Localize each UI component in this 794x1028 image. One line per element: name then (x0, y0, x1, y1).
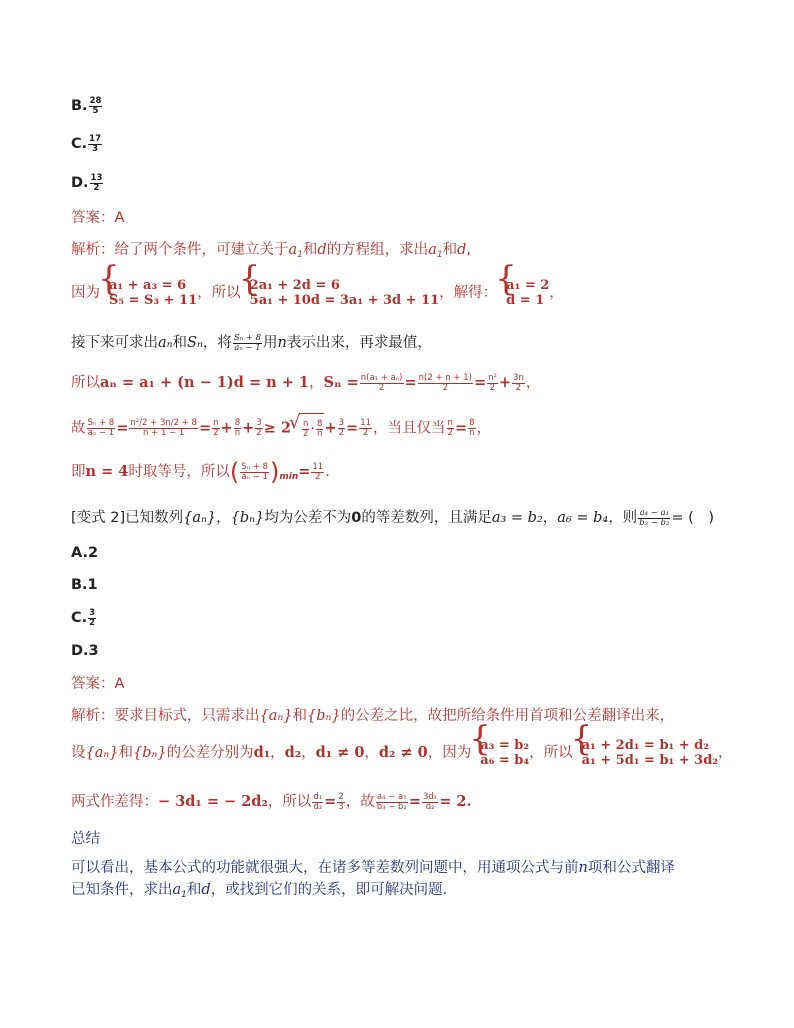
fraction (312, 793, 323, 812)
math-expression: a₆ = b₄ (557, 510, 609, 526)
equation: 5a₁ + 10d = 3a₁ + 3d + 11 (249, 293, 440, 308)
math-expression: aₙ = a₁ + (n − 1)d = n + 1 (100, 374, 310, 391)
math-var: Sₙ (187, 335, 203, 351)
math-op: ≥ 2 (263, 419, 291, 437)
text: [变式 2]已知数列 (71, 510, 184, 526)
text: 和 (442, 242, 458, 258)
fraction-numerator: 17 (89, 133, 101, 144)
option-c-label: C. (71, 136, 88, 152)
q2-option-a: A.2 (71, 545, 99, 561)
text: ， (718, 745, 733, 761)
math-var: aₙ (158, 335, 173, 351)
fraction-numerator: a₄ − a₁ (376, 791, 407, 802)
fraction-numerator: a₄ − a₁ (639, 507, 670, 518)
text: 两式作差得： (71, 794, 158, 810)
text: 故 (71, 420, 86, 437)
text: ，或找到它们的关系，即可解决问题. (210, 882, 448, 898)
explanation-1-line-2 (71, 278, 564, 308)
text: ， (549, 285, 564, 301)
math-var: a (172, 882, 182, 898)
fraction-numerator: Sₙ + 8 (87, 418, 115, 428)
fraction-numerator: 2 (338, 791, 344, 802)
equation-system-2 (241, 278, 440, 308)
fraction-numerator: Sₙ + 8 (233, 332, 262, 343)
option-d-fraction (90, 174, 104, 193)
explanation-1-line-5 (71, 413, 491, 444)
fraction (302, 420, 309, 439)
option-c-fraction (88, 135, 102, 154)
fraction-denominator: 2 (447, 428, 453, 438)
left-paren: ( (229, 458, 240, 486)
text: ，当且仅当 (373, 420, 446, 437)
math-expression: {aₙ} (183, 510, 217, 526)
fraction-numerator: √ n (303, 418, 309, 429)
fraction (418, 374, 473, 393)
option-b-label: B. (71, 98, 88, 114)
math-expression: d₂ (284, 744, 302, 761)
text: . (325, 464, 330, 480)
equation: { a₁ + a₃ = 6 (109, 278, 187, 293)
fraction (311, 463, 324, 482)
fraction-denominator: 2 (338, 428, 345, 438)
equation: { a₃ = b₂ (480, 738, 530, 753)
fraction-numerator: 28 (89, 95, 102, 106)
fraction-numerator: 8 (234, 418, 241, 428)
text: 设 (71, 745, 86, 761)
fraction-denominator: b₃ − b₂ (376, 801, 407, 812)
summary-line-2 (71, 880, 447, 905)
fraction-denominator: n (317, 428, 323, 439)
fraction-denominator: 2 (515, 382, 522, 393)
answer-1: 答案：A (71, 210, 125, 226)
fraction-numerator: n² (488, 372, 497, 383)
explanation-1-line-1 (71, 240, 471, 265)
text: 的公差分别为 (166, 745, 254, 761)
text: 的公差之比，故把所给条件用首项和公差翻译出来， (340, 708, 675, 724)
math-var: n (578, 860, 588, 876)
option-label: C. (71, 610, 88, 626)
text: 和 (292, 708, 307, 724)
fraction (233, 334, 262, 353)
text: 项和公式翻译 (587, 860, 675, 876)
explanation-2-line-3 (71, 789, 472, 815)
fraction (129, 419, 198, 438)
text: ， (216, 510, 231, 526)
text: 用 (263, 335, 278, 351)
math-var: a (428, 242, 437, 258)
math-expression: n = 4 (85, 463, 129, 480)
fraction-denominator: 2 (378, 382, 385, 393)
text: ，所以 (529, 745, 573, 761)
option-b (71, 96, 103, 116)
math-sub: 1 (181, 890, 187, 900)
fraction-denominator: d₂ (425, 801, 435, 812)
text: ，解得： (439, 285, 498, 301)
fraction (240, 463, 269, 482)
fraction-numerator: n (447, 418, 453, 428)
math-op: + (324, 419, 337, 437)
equation: { a₁ = 2 (506, 278, 550, 293)
fraction-denominator: 2 (362, 428, 369, 438)
math-op: · (310, 421, 316, 437)
text: 0 (351, 510, 362, 526)
fraction-denominator: aₙ − 1 (87, 428, 115, 438)
math-op: = 2. (439, 793, 472, 810)
text: ，所以 (197, 285, 241, 301)
text: 和 (302, 242, 318, 258)
text: 接下来可求出 (71, 335, 158, 351)
text: 时取等号，所以 (128, 464, 230, 480)
math-sub: 1 (436, 250, 443, 260)
text: ，则 (608, 510, 638, 526)
equation: d = 1 (506, 293, 545, 308)
text: 和 (172, 335, 188, 351)
fraction-numerator: Sₙ + 8 (241, 461, 268, 472)
fraction (468, 419, 475, 438)
fraction (376, 793, 408, 812)
fraction-denominator: 2 (315, 471, 321, 482)
option-d (71, 173, 104, 193)
fraction-numerator: 11 (312, 461, 324, 472)
text: 解析：要求目标式，只需求出 (71, 708, 260, 724)
math-var: d (457, 242, 467, 258)
text: 即 (71, 464, 86, 480)
text: 均为公差不为 (264, 510, 352, 526)
fraction (212, 419, 219, 438)
math-var: d (201, 882, 211, 898)
fraction (487, 374, 498, 393)
fraction-numerator: n²/2 + 3n/2 + 8 (130, 418, 197, 428)
math-op: = (408, 793, 421, 810)
math-expression: d₂ ≠ 0 (378, 744, 428, 761)
text: 已知条件，求出 (71, 882, 173, 898)
math-expression: a₃ = b₂ (491, 510, 543, 526)
text: 的方程组，求出 (326, 242, 429, 258)
text: ， (476, 420, 492, 437)
text: ， (525, 375, 541, 391)
fraction-denominator: b₃ − b₂ (639, 517, 670, 528)
fraction-numerator: 13 (90, 172, 103, 183)
equation: S₅ = S₃ + 11 (109, 293, 198, 308)
fraction-denominator: d₂ (313, 801, 323, 812)
fraction (316, 420, 323, 439)
text: 所以 (71, 375, 100, 391)
text: 的等差数列，且满足 (361, 510, 492, 526)
fraction (360, 374, 404, 393)
fraction-numerator: 11 (360, 418, 372, 428)
fraction-denominator: 2 (303, 428, 309, 439)
text: 解析：给了两个条件，可建立关于 (71, 242, 289, 258)
math-expression: d₁ (253, 744, 271, 761)
math-op: = (454, 419, 468, 437)
fraction-denominator: 2 (489, 382, 496, 393)
fraction (88, 609, 96, 628)
math-op: = (324, 793, 337, 810)
text: ， (309, 375, 324, 391)
q2-option-b: B.1 (71, 577, 98, 593)
fraction-numerator: 3d₁ (423, 791, 438, 802)
fraction (338, 419, 345, 438)
math-sub: 1 (297, 250, 303, 260)
fraction (422, 793, 438, 812)
fraction-numerator: n(2 + n + 1) (418, 372, 472, 383)
fraction-numerator: 3 (89, 607, 96, 618)
equation-system-2 (573, 738, 718, 768)
fraction (87, 419, 116, 438)
question-variant-2 (71, 506, 714, 530)
fraction-denominator: aₙ − 1 (234, 342, 261, 353)
fraction-numerator: 3 (256, 418, 262, 428)
option-c (71, 134, 103, 154)
text: ，因为 (427, 745, 472, 761)
text: ， (542, 510, 558, 526)
math-expression: {aₙ} (259, 708, 293, 724)
text: 和 (186, 882, 202, 898)
fraction (359, 419, 372, 438)
math-op: + (220, 419, 233, 437)
math-sub: min (279, 472, 299, 482)
fraction-denominator: 2 (442, 382, 448, 393)
explanation-2-line-2 (71, 738, 733, 768)
fraction-numerator: n (213, 418, 219, 428)
fraction-numerator: 8 (317, 418, 323, 429)
math-expression: − 3d₁ = − 2d₂ (158, 793, 268, 810)
fraction-denominator: 2 (256, 428, 262, 438)
fraction-numerator: d₁ (313, 791, 323, 802)
equation: { a₁ + 2d₁ = b₁ + d₂ (581, 738, 709, 753)
explanation-1-line-4 (71, 370, 540, 396)
fraction-numerator: n(a₁ + aₙ) (360, 372, 403, 383)
fraction-denominator: 5 (92, 105, 99, 116)
equation: a₆ = b₄ (480, 753, 530, 768)
right-paren: ) (269, 458, 280, 486)
summary-title: 总结 (71, 831, 100, 847)
text: ， (270, 745, 285, 761)
math-op: = (346, 419, 359, 437)
text: ，所以 (267, 794, 312, 810)
math-expression: {bₙ} (132, 745, 167, 761)
math-expression: Sₙ = (323, 374, 359, 391)
math-op: = (404, 374, 417, 391)
fraction (234, 419, 241, 438)
fraction-denominator: n + 1 − 1 (143, 428, 185, 438)
text: ，将 (202, 335, 232, 351)
text: , (466, 242, 471, 258)
summary-line-1 (71, 858, 675, 878)
math-var: n (277, 335, 287, 351)
fraction-denominator: aₙ − 1 (241, 471, 268, 482)
math-var: d (317, 242, 327, 258)
math-op: = (198, 419, 212, 437)
equation: a₁ + 5d₁ = b₁ + 3d₂ (581, 753, 719, 768)
text: ，故 (345, 794, 375, 810)
fraction-denominator: 2 (93, 182, 100, 193)
answer-2: 答案：A (71, 676, 125, 692)
math-expression: {aₙ} (85, 745, 119, 761)
text: 表示出来，再求最值， (286, 335, 432, 351)
fraction-numerator: 8 (469, 418, 475, 428)
q2-option-d: D.3 (71, 643, 99, 659)
equation-system-1 (471, 738, 529, 768)
fraction (447, 419, 454, 438)
math-op: = (473, 374, 487, 391)
equation-system-1 (100, 278, 197, 308)
fraction (512, 374, 525, 393)
q2-option-c (71, 608, 97, 628)
equation-system-3 (497, 278, 549, 308)
math-op: = (298, 463, 311, 480)
text: 和 (118, 745, 133, 761)
text: ， (301, 745, 316, 761)
option-b-fraction (89, 97, 103, 116)
math-op: + (242, 419, 255, 437)
equation: { 2a₁ + 2d = 6 (249, 278, 340, 293)
math-op: + (498, 374, 512, 391)
text: 可以看出，基本公式的功能就很强大，在诸多等差数列问题中，用通项公式与前 (71, 860, 579, 876)
math-expression: {bₙ} (230, 510, 265, 526)
math-op: = (116, 419, 129, 437)
math-expression: {bₙ} (306, 708, 341, 724)
text: = ( ) (671, 510, 714, 526)
fraction-denominator: 2 (213, 428, 219, 438)
math-expression: d₁ ≠ 0 (315, 744, 365, 761)
text: 因为 (71, 285, 100, 301)
square-root (299, 413, 324, 444)
option-d-label: D. (71, 175, 89, 191)
text: ， (364, 745, 379, 761)
fraction-numerator: 3n (513, 372, 524, 383)
fraction-denominator: 2 (89, 617, 96, 628)
fraction (255, 419, 262, 438)
fraction-denominator: 3 (92, 143, 99, 154)
math-var: a (288, 242, 298, 258)
fraction-denominator: 3 (338, 801, 344, 812)
fraction-denominator: n (234, 428, 241, 438)
explanation-1-line-6 (71, 457, 330, 492)
fraction (337, 793, 344, 812)
fraction-denominator: n (469, 428, 475, 438)
explanation-1-line-3 (71, 330, 432, 356)
fraction (638, 509, 670, 528)
fraction-numerator: 3 (338, 418, 345, 428)
